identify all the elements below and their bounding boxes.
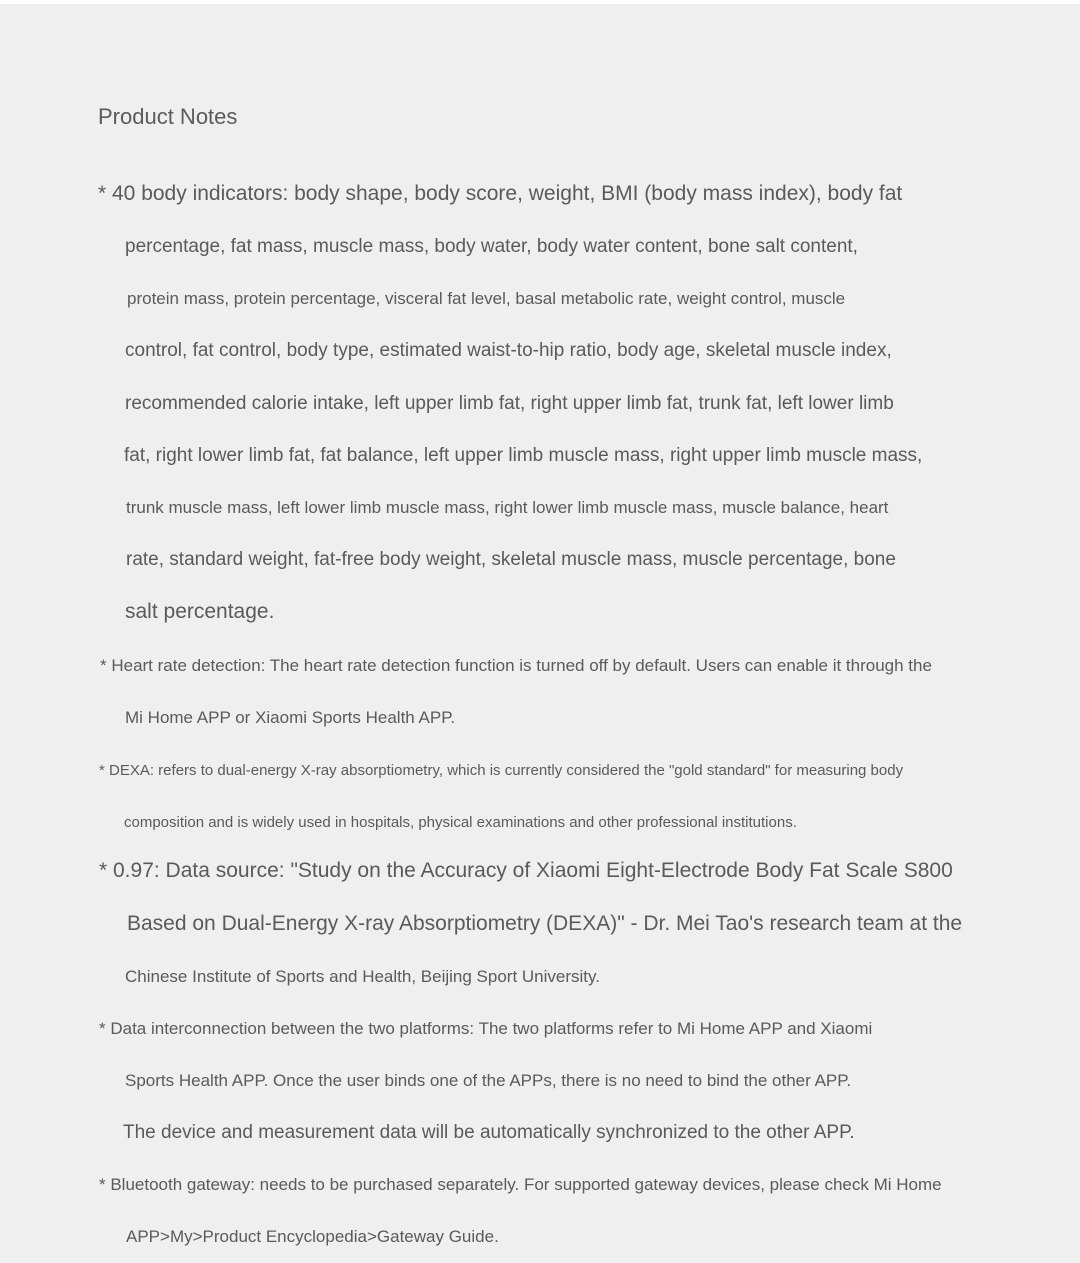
note-heart-rate-line: * Heart rate detection: The heart rate detection function is turned off by default. Users can enable it through the: [100, 656, 932, 675]
note-indicators-line: salt percentage.: [125, 600, 275, 623]
note-indicators-line: rate, standard weight, fat-free body weight, skeletal muscle mass, muscle percentage, bone: [126, 549, 896, 570]
page-title: Product Notes: [98, 104, 238, 129]
note-interconnection-line: The device and measurement data will be automatically synchronized to the other APP.: [123, 1122, 855, 1143]
note-dexa-line: composition and is widely used in hospitals, physical examinations and other professional institutions.: [124, 814, 797, 831]
note-indicators-line: protein mass, protein percentage, visceral fat level, basal metabolic rate, weight control, muscle: [127, 289, 846, 308]
note-indicators-line: trunk muscle mass, left lower limb muscle mass, right lower limb muscle mass, muscle balance, heart: [126, 498, 889, 517]
note-accuracy-line: Chinese Institute of Sports and Health, Beijing Sport University.: [125, 967, 600, 986]
note-heart-rate-line: Mi Home APP or Xiaomi Sports Health APP.: [125, 708, 456, 727]
note-dexa-line: * DEXA: refers to dual-energy X-ray absorptiometry, which is currently considered the "gold standard" for measuring body: [99, 762, 904, 779]
note-interconnection-line: * Data interconnection between the two platforms: The two platforms refer to Mi Home APP and Xiaomi: [99, 1019, 873, 1038]
note-interconnection-line: Sports Health APP. Once the user binds one of the APPs, there is no need to bind the other APP.: [125, 1071, 852, 1090]
product-notes-page: [0, 4, 1080, 1263]
note-indicators-line: control, fat control, body type, estimated waist-to-hip ratio, body age, skeletal muscle index,: [125, 340, 892, 361]
note-gateway-line: APP>My>Product Encyclopedia>Gateway Guide.: [126, 1227, 499, 1246]
note-indicators-line: percentage, fat mass, muscle mass, body water, body water content, bone salt content,: [125, 236, 858, 257]
note-accuracy-line: * 0.97: Data source: "Study on the Accuracy of Xiaomi Eight-Electrode Body Fat Scale S800: [99, 859, 953, 882]
note-indicators-line: * 40 body indicators: body shape, body score, weight, BMI (body mass index), body fat: [98, 182, 903, 205]
note-indicators-line: fat, right lower limb fat, fat balance, left upper limb muscle mass, right upper limb muscle mass,: [124, 445, 923, 466]
note-indicators-line: recommended calorie intake, left upper limb fat, right upper limb fat, trunk fat, left lower limb: [125, 393, 894, 414]
note-gateway-line: * Bluetooth gateway: needs to be purchased separately. For supported gateway devices, please check Mi Home: [99, 1175, 942, 1194]
note-accuracy-line: Based on Dual-Energy X-ray Absorptiometry (DEXA)" - Dr. Mei Tao's research team at the: [127, 912, 963, 935]
